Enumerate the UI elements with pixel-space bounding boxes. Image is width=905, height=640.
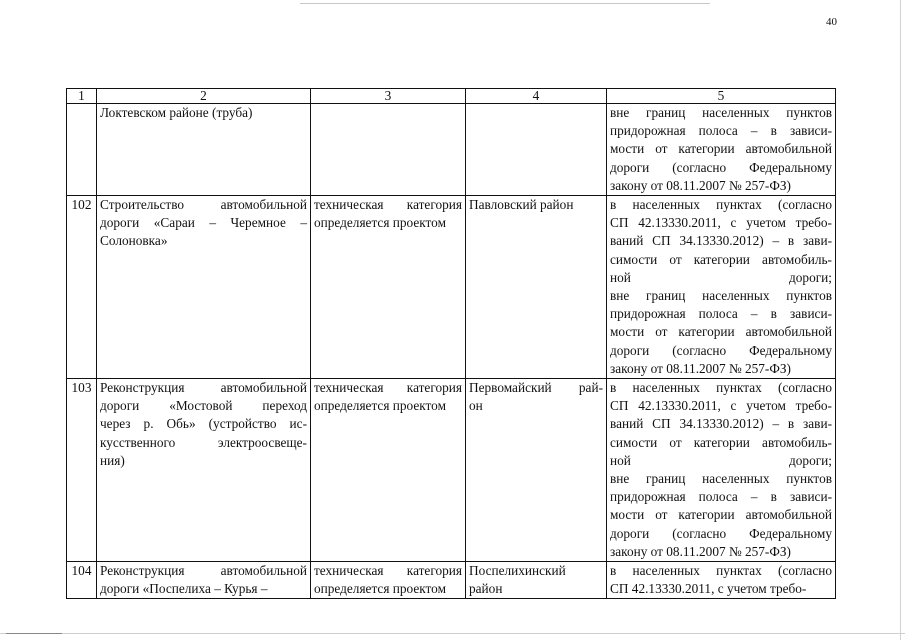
zone-line: придорожная полоса – в зависи- (610, 306, 832, 322)
category-line: определяется проектом (314, 398, 446, 414)
zone-line: дороги (согласно Федеральному (610, 159, 832, 175)
table-body (67, 89, 836, 599)
object-line: дороги «Сараи – Черемное – (100, 215, 307, 231)
zone-line: в населенных пунктах (согласно (610, 563, 832, 579)
zone-line: симости от категории автомобиль- (610, 434, 832, 450)
zone-cell (607, 104, 836, 196)
table-row (67, 562, 836, 599)
page-number: 40 (826, 16, 837, 28)
zone-line: в населенных пунктах (согласно (610, 380, 832, 396)
category-cell (311, 196, 466, 379)
zone-line: СП 42.13330.2011, с учетом требо- (610, 581, 807, 597)
zone-line: СП 42.13330.2011, с учетом требо- (610, 398, 832, 414)
row-number-cell: 104 (67, 562, 97, 599)
district-cell (466, 196, 607, 379)
district-cell (466, 104, 607, 196)
zone-line: ной дороги; (610, 269, 832, 285)
district-cell (466, 379, 607, 562)
zone-line: ной дороги; (610, 452, 832, 468)
category-cell (311, 104, 466, 196)
object-line: Реконструкция автомобильной (100, 380, 307, 396)
zone-line: дороги (согласно Федеральному (610, 525, 832, 541)
zone-cell (607, 562, 836, 599)
zone-line: вне границ населенных пунктов (610, 471, 832, 487)
district-line: Поспелихинский (469, 563, 566, 579)
row-number-cell: 102 (67, 196, 97, 379)
category-cell (311, 562, 466, 599)
scan-edge-right (900, 0, 901, 640)
object-line: через р. Обь» (устройство ис- (100, 416, 307, 432)
object-cell (97, 562, 311, 599)
zone-line: закону от 08.11.2007 № 257-ФЗ) (610, 360, 791, 376)
category-line: техническая категория (314, 380, 462, 396)
table-row (67, 196, 836, 379)
district-line: Павловский район (469, 197, 574, 213)
zone-line: дороги (согласно Федеральному (610, 342, 832, 358)
object-cell (97, 379, 311, 562)
category-line: определяется проектом (314, 215, 446, 231)
category-cell (311, 379, 466, 562)
zone-line: ваний СП 34.13330.2012) – в зави- (610, 416, 832, 432)
table-header-row (67, 89, 836, 104)
header-cell-2: 2 (97, 89, 311, 104)
scan-edge-bottom (0, 633, 905, 634)
row-number-cell (67, 104, 97, 196)
scan-edge-top (300, 3, 710, 4)
district-line: он (469, 398, 483, 414)
object-cell (97, 104, 311, 196)
header-cell-1: 1 (67, 89, 97, 104)
category-line: техническая категория (314, 563, 462, 579)
row-number-cell: 103 (67, 379, 97, 562)
zone-cell (607, 196, 836, 379)
category-line: определяется проектом (314, 581, 446, 597)
zone-line: симости от категории автомобиль- (610, 251, 832, 267)
object-line: ния) (100, 452, 125, 468)
zone-line: придорожная полоса – в зависи- (610, 489, 832, 505)
header-cell-3: 3 (311, 89, 466, 104)
table-row (67, 379, 836, 562)
zone-line: вне границ населенных пунктов (610, 288, 832, 304)
object-line: дороги «Поспелиха – Курья – (100, 581, 268, 597)
object-line: Локтевском районе (труба) (100, 105, 253, 120)
zone-line: ваний СП 34.13330.2012) – в зави- (610, 233, 832, 249)
category-line: техническая категория (314, 197, 462, 213)
object-line: Строительство автомобильной (100, 197, 307, 213)
zone-line: мости от категории автомобильной (610, 507, 832, 523)
object-cell (97, 196, 311, 379)
scan-edge-mark (6, 633, 62, 634)
zone-line: в населенных пунктах (согласно (610, 197, 832, 213)
header-cell-5: 5 (607, 89, 836, 104)
zone-line: закону от 08.11.2007 № 257-ФЗ) (610, 543, 791, 559)
district-line: район (469, 581, 503, 597)
zone-line: придорожная полоса – в зависи- (610, 123, 832, 139)
district-line: Первомайский рай- (469, 380, 603, 396)
table-row (67, 104, 836, 196)
document-table (66, 88, 836, 599)
object-line: Реконструкция автомобильной (100, 563, 307, 579)
zone-cell (607, 379, 836, 562)
header-cell-4: 4 (466, 89, 607, 104)
zone-line: закону от 08.11.2007 № 257-ФЗ) (610, 177, 791, 193)
zone-line: мости от категории автомобильной (610, 141, 832, 157)
zone-line: СП 42.13330.2011, с учетом требо- (610, 215, 832, 231)
object-line: кусственного электроосвеще- (100, 434, 307, 450)
object-line: Солоновка» (100, 233, 168, 249)
zone-line: мости от категории автомобильной (610, 324, 832, 340)
district-cell (466, 562, 607, 599)
zone-line: вне границ населенных пунктов (610, 105, 832, 120)
object-line: дороги «Мостовой переход (100, 398, 307, 414)
